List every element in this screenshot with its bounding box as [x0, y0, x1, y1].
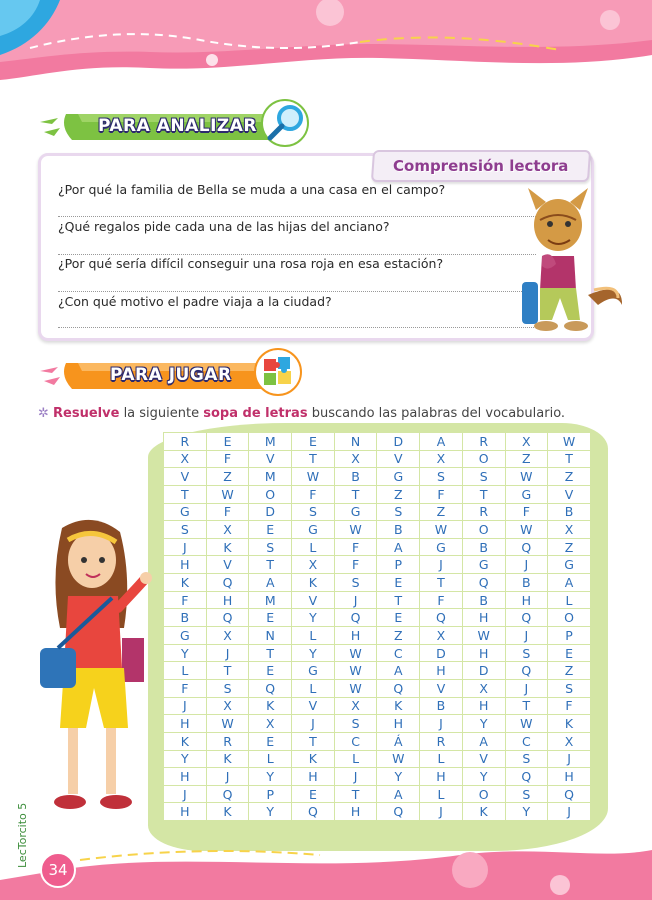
card-tag-label: Comprensión lectora [393, 157, 569, 175]
word-search-letter[interactable]: Á [377, 732, 420, 750]
word-search-letter[interactable]: V [462, 750, 505, 768]
word-search-letter[interactable]: L [292, 679, 335, 697]
word-search-letter[interactable]: L [420, 785, 463, 803]
word-search-letter[interactable]: Y [505, 803, 548, 821]
para-analizar-banner [38, 110, 308, 144]
word-search-letter[interactable]: H [164, 556, 207, 574]
word-search-letter[interactable]: T [164, 485, 207, 503]
word-search-letter[interactable]: A [548, 574, 591, 592]
word-search-letter[interactable]: J [334, 768, 377, 786]
word-search-letter[interactable]: W [292, 468, 335, 486]
word-search-letter[interactable]: F [206, 450, 249, 468]
word-search-letter[interactable]: E [377, 609, 420, 627]
word-search-letter[interactable]: V [420, 679, 463, 697]
word-search-letter[interactable]: V [206, 556, 249, 574]
word-search-letter[interactable]: Q [249, 679, 292, 697]
word-search-letter[interactable]: T [334, 485, 377, 503]
word-search-letter[interactable]: S [206, 679, 249, 697]
word-search-letter[interactable]: C [377, 644, 420, 662]
word-search-letter[interactable]: W [334, 644, 377, 662]
answer-line-3[interactable] [58, 291, 536, 292]
word-search-letter[interactable]: Z [206, 468, 249, 486]
word-search-letter[interactable]: L [292, 627, 335, 645]
magnifier-icon [260, 98, 310, 148]
word-search-letter[interactable]: G [334, 503, 377, 521]
word-search-letter[interactable]: Z [377, 627, 420, 645]
instruction-bold: sopa de letras [203, 406, 308, 421]
word-search-letter[interactable]: O [462, 450, 505, 468]
word-search-letter[interactable]: W [462, 627, 505, 645]
word-search-letter[interactable]: A [377, 538, 420, 556]
word-search-letter[interactable]: X [548, 732, 591, 750]
word-search-letter[interactable]: X [548, 521, 591, 539]
word-search-letter[interactable]: J [420, 556, 463, 574]
word-search-row [164, 715, 591, 733]
instruction-end: buscando las palabras del vocabulario. [307, 406, 566, 421]
word-search-letter[interactable]: Q [505, 609, 548, 627]
word-search-letter[interactable]: Q [377, 803, 420, 821]
word-search-row [164, 574, 591, 592]
word-search-letter[interactable]: Y [249, 768, 292, 786]
puzzle-icon [253, 347, 303, 397]
word-search-letter[interactable]: O [249, 485, 292, 503]
word-search-letter[interactable]: H [462, 697, 505, 715]
word-search-letter[interactable]: S [505, 644, 548, 662]
instruction-verb: Resuelve [53, 406, 120, 421]
word-search-letter[interactable]: H [292, 768, 335, 786]
word-search-letter[interactable]: Q [462, 574, 505, 592]
word-search-letter[interactable]: W [206, 485, 249, 503]
word-search-letter[interactable]: E [249, 609, 292, 627]
footer-decoration [0, 830, 652, 900]
word-search-letter[interactable]: H [505, 591, 548, 609]
word-search-letter[interactable]: X [462, 679, 505, 697]
word-search-letter[interactable]: J [420, 803, 463, 821]
word-search-letter[interactable]: K [164, 574, 207, 592]
word-search-letter[interactable]: E [548, 644, 591, 662]
word-search-letter[interactable]: H [548, 768, 591, 786]
word-search-letter[interactable]: T [334, 785, 377, 803]
word-search-letter[interactable]: V [292, 697, 335, 715]
word-search-letter[interactable]: M [249, 591, 292, 609]
word-search-letter[interactable]: F [505, 503, 548, 521]
word-search-letter[interactable]: Y [377, 768, 420, 786]
word-search-letter[interactable]: S [249, 538, 292, 556]
word-search-letter[interactable]: L [548, 591, 591, 609]
word-search-letter[interactable]: T [292, 732, 335, 750]
word-search-letter[interactable]: T [292, 450, 335, 468]
word-search-letter[interactable]: O [462, 521, 505, 539]
gear-icon: ✲ [38, 406, 49, 421]
word-search-letter[interactable]: Y [164, 750, 207, 768]
word-search-grid [163, 432, 591, 821]
word-search-letter[interactable]: B [505, 574, 548, 592]
word-search-letter[interactable]: F [420, 485, 463, 503]
word-search-letter[interactable]: S [334, 715, 377, 733]
word-search-letter[interactable]: P [548, 627, 591, 645]
word-search-letter[interactable]: J [164, 697, 207, 715]
word-search-letter[interactable]: Q [206, 609, 249, 627]
word-search-row [164, 679, 591, 697]
word-search-row [164, 609, 591, 627]
word-search-letter[interactable]: S [164, 521, 207, 539]
word-search-letter[interactable]: Z [548, 538, 591, 556]
word-search-letter[interactable]: V [249, 450, 292, 468]
word-search-letter[interactable]: X [505, 433, 548, 451]
word-search-row [164, 785, 591, 803]
word-search-letter[interactable]: B [334, 468, 377, 486]
question-4: ¿Con qué motivo el padre viaja a la ciudad? [58, 294, 332, 309]
word-search-letter[interactable]: Q [377, 679, 420, 697]
word-search-letter[interactable]: W [334, 521, 377, 539]
word-search-letter[interactable]: W [206, 715, 249, 733]
word-search-letter[interactable]: Q [548, 785, 591, 803]
word-search-letter[interactable]: H [334, 627, 377, 645]
word-search-letter[interactable]: K [377, 697, 420, 715]
word-search-row [164, 503, 591, 521]
word-search-letter[interactable]: T [505, 697, 548, 715]
word-search-letter[interactable]: B [164, 609, 207, 627]
word-search-letter[interactable]: F [206, 503, 249, 521]
word-search-letter[interactable]: X [206, 521, 249, 539]
word-search-letter[interactable]: Q [505, 768, 548, 786]
word-search-letter[interactable]: H [334, 803, 377, 821]
word-search-letter[interactable]: P [249, 785, 292, 803]
word-search-letter[interactable]: H [164, 768, 207, 786]
word-search-letter[interactable]: R [164, 433, 207, 451]
word-search-letter[interactable]: S [420, 468, 463, 486]
word-search-letter[interactable]: K [206, 538, 249, 556]
word-search-row [164, 750, 591, 768]
word-search-letter[interactable]: S [505, 785, 548, 803]
word-search-letter[interactable]: J [505, 679, 548, 697]
word-search-letter[interactable]: D [377, 433, 420, 451]
word-search-letter[interactable]: V [292, 591, 335, 609]
word-search-letter[interactable]: X [334, 450, 377, 468]
word-search-letter[interactable]: X [206, 697, 249, 715]
word-search-letter[interactable]: G [505, 485, 548, 503]
word-search-letter[interactable]: R [420, 732, 463, 750]
word-search-letter[interactable]: N [249, 627, 292, 645]
word-search-letter[interactable]: J [292, 715, 335, 733]
word-search-letter[interactable]: G [548, 556, 591, 574]
word-search-letter[interactable]: H [164, 803, 207, 821]
word-search-letter[interactable]: Z [377, 485, 420, 503]
word-search-letter[interactable]: K [548, 715, 591, 733]
word-search-letter[interactable]: F [334, 538, 377, 556]
word-search-letter[interactable]: J [334, 591, 377, 609]
word-search-letter[interactable]: A [377, 662, 420, 680]
instruction-mid: la siguiente [119, 406, 204, 421]
word-search-letter[interactable]: S [377, 503, 420, 521]
word-search-letter[interactable]: Q [334, 609, 377, 627]
word-search-letter[interactable]: J [206, 644, 249, 662]
word-search-letter[interactable]: E [292, 785, 335, 803]
word-search-letter[interactable]: F [334, 556, 377, 574]
word-search-letter[interactable]: A [462, 732, 505, 750]
word-search-letter[interactable]: V [377, 450, 420, 468]
word-search-letter[interactable]: K [206, 803, 249, 821]
word-search-letter[interactable]: L [334, 750, 377, 768]
word-search-letter[interactable]: J [164, 785, 207, 803]
para-analizar-title: PARA ANALIZAR [98, 116, 257, 136]
word-search-letter[interactable]: T [420, 574, 463, 592]
word-search-row [164, 468, 591, 486]
word-search-letter[interactable]: B [462, 591, 505, 609]
word-search-letter[interactable]: H [206, 591, 249, 609]
word-search-letter[interactable]: K [292, 750, 335, 768]
word-search-letter[interactable]: S [292, 503, 335, 521]
word-search-letter[interactable]: A [377, 785, 420, 803]
word-search-letter[interactable]: F [164, 679, 207, 697]
word-search-letter[interactable]: H [377, 715, 420, 733]
word-search-letter[interactable]: X [249, 715, 292, 733]
word-search-letter[interactable]: T [548, 450, 591, 468]
word-search-letter[interactable]: F [420, 591, 463, 609]
word-search-letter[interactable]: T [206, 662, 249, 680]
word-search-letter[interactable]: W [420, 521, 463, 539]
word-search-letter[interactable]: Z [548, 468, 591, 486]
question-3: ¿Por qué sería difícil conseguir una rosa roja en esa estación? [58, 256, 444, 271]
word-search-letter[interactable]: S [505, 750, 548, 768]
word-search-row [164, 644, 591, 662]
word-search-letter[interactable]: X [164, 450, 207, 468]
word-search-row [164, 768, 591, 786]
para-jugar-banner [38, 359, 308, 393]
word-search-letter[interactable]: F [292, 485, 335, 503]
word-search-row [164, 485, 591, 503]
word-search-letter[interactable]: L [249, 750, 292, 768]
word-search-letter[interactable]: T [249, 556, 292, 574]
word-search-row [164, 627, 591, 645]
word-search-letter[interactable]: Q [505, 538, 548, 556]
word-search-letter[interactable]: W [334, 662, 377, 680]
word-search-letter[interactable]: T [462, 485, 505, 503]
word-search-letter[interactable]: R [462, 503, 505, 521]
word-search-letter[interactable]: Z [505, 450, 548, 468]
word-search-letter[interactable]: J [505, 627, 548, 645]
word-search-letter[interactable]: W [505, 715, 548, 733]
header-decoration [0, 0, 652, 95]
word-search-letter[interactable]: L [164, 662, 207, 680]
word-search-letter[interactable]: R [206, 732, 249, 750]
word-search-letter[interactable]: H [420, 662, 463, 680]
word-search-letter[interactable]: Z [548, 662, 591, 680]
word-search-row [164, 803, 591, 821]
word-search-row [164, 591, 591, 609]
word-search-instruction [38, 406, 565, 421]
word-search-letter[interactable]: Z [420, 503, 463, 521]
word-search-letter[interactable]: W [548, 433, 591, 451]
word-search-row [164, 450, 591, 468]
word-search-letter[interactable]: Y [462, 715, 505, 733]
word-search-letter[interactable]: J [548, 750, 591, 768]
word-search-letter[interactable]: F [164, 591, 207, 609]
word-search-letter[interactable]: H [164, 715, 207, 733]
word-search-letter[interactable]: G [420, 538, 463, 556]
word-search-letter[interactable]: L [292, 538, 335, 556]
word-search-letter[interactable]: G [292, 662, 335, 680]
word-search-letter[interactable]: G [377, 468, 420, 486]
comprension-lectora-tag [371, 150, 591, 182]
word-search-row [164, 538, 591, 556]
word-search-letter[interactable]: D [249, 503, 292, 521]
word-search-letter[interactable]: E [249, 521, 292, 539]
word-search-letter[interactable]: Q [420, 609, 463, 627]
word-search-letter[interactable]: T [377, 591, 420, 609]
word-search-letter[interactable]: X [420, 627, 463, 645]
word-search-letter[interactable]: V [548, 485, 591, 503]
word-search-letter[interactable]: C [334, 732, 377, 750]
word-search-letter[interactable]: G [462, 556, 505, 574]
answer-line-2[interactable] [58, 254, 536, 255]
word-search-letter[interactable]: W [377, 750, 420, 768]
word-search-letter[interactable]: N [334, 433, 377, 451]
word-search-letter[interactable]: B [548, 503, 591, 521]
girl-character-illustration [32, 518, 162, 818]
word-search-letter[interactable]: R [462, 433, 505, 451]
word-search-letter[interactable]: A [420, 433, 463, 451]
page-number: 34 [40, 852, 76, 888]
question-2: ¿Qué regalos pide cada una de las hijas del anciano? [58, 219, 390, 234]
word-search-letter[interactable]: B [420, 697, 463, 715]
word-search-row [164, 433, 591, 451]
word-search-letter[interactable]: Q [206, 574, 249, 592]
word-search-letter[interactable]: L [420, 750, 463, 768]
word-search-letter[interactable]: Q [505, 662, 548, 680]
beast-character-illustration [518, 180, 628, 340]
para-jugar-title: PARA JUGAR [110, 365, 232, 385]
word-search-letter[interactable]: S [462, 468, 505, 486]
word-search-letter[interactable]: K [206, 750, 249, 768]
word-search-letter[interactable]: E [249, 662, 292, 680]
word-search-letter[interactable]: G [292, 521, 335, 539]
brand-label: LecTorcito 5 [16, 802, 29, 868]
word-search-letter[interactable]: Y [292, 609, 335, 627]
word-search-letter[interactable]: S [334, 574, 377, 592]
word-search-letter[interactable]: M [249, 468, 292, 486]
word-search-letter[interactable]: Y [249, 803, 292, 821]
word-search-row [164, 697, 591, 715]
word-search-letter[interactable]: E [377, 574, 420, 592]
word-search-letter[interactable]: E [292, 433, 335, 451]
word-search-letter[interactable]: K [249, 697, 292, 715]
word-search-letter[interactable]: D [462, 662, 505, 680]
word-search-letter[interactable]: E [249, 732, 292, 750]
word-search-letter[interactable]: W [505, 521, 548, 539]
word-search-letter[interactable]: F [548, 697, 591, 715]
word-search-letter[interactable]: J [548, 803, 591, 821]
word-search-letter[interactable]: J [420, 715, 463, 733]
word-search-letter[interactable]: T [249, 644, 292, 662]
word-search-row [164, 556, 591, 574]
word-search-letter[interactable]: X [420, 450, 463, 468]
word-search-letter[interactable]: Y [462, 768, 505, 786]
word-search-letter[interactable]: A [249, 574, 292, 592]
word-search-letter[interactable]: W [505, 468, 548, 486]
word-search-letter[interactable]: S [548, 679, 591, 697]
word-search-letter[interactable]: J [206, 768, 249, 786]
word-search-letter[interactable]: G [164, 627, 207, 645]
word-search-letter[interactable]: K [462, 803, 505, 821]
word-search-letter[interactable]: Q [206, 785, 249, 803]
word-search-letter[interactable]: D [420, 644, 463, 662]
word-search-letter[interactable]: H [462, 644, 505, 662]
word-search-letter[interactable]: E [206, 433, 249, 451]
word-search-letter[interactable]: G [164, 503, 207, 521]
word-search-letter[interactable]: B [462, 538, 505, 556]
word-search-row [164, 521, 591, 539]
word-search-letter[interactable]: O [462, 785, 505, 803]
word-search-letter[interactable]: O [548, 609, 591, 627]
word-search-letter[interactable]: X [292, 556, 335, 574]
word-search-row [164, 732, 591, 750]
word-search-letter[interactable]: C [505, 732, 548, 750]
word-search-letter[interactable]: K [164, 732, 207, 750]
answer-line-4[interactable] [58, 327, 536, 328]
word-search-letter[interactable]: Y [164, 644, 207, 662]
word-search-letter[interactable]: V [164, 468, 207, 486]
word-search-letter[interactable]: P [377, 556, 420, 574]
word-search-letter[interactable]: J [505, 556, 548, 574]
word-search-letter[interactable]: Y [292, 644, 335, 662]
word-search-letter[interactable]: J [164, 538, 207, 556]
word-search-letter[interactable]: H [462, 609, 505, 627]
question-1: ¿Por qué la familia de Bella se muda a una casa en el campo? [58, 182, 446, 197]
word-search-letter[interactable]: W [334, 679, 377, 697]
word-search-row [164, 662, 591, 680]
word-search-letter[interactable]: Q [292, 803, 335, 821]
word-search-letter[interactable]: X [206, 627, 249, 645]
word-search-letter[interactable]: K [292, 574, 335, 592]
word-search-letter[interactable]: B [377, 521, 420, 539]
word-search-letter[interactable]: X [334, 697, 377, 715]
word-search-letter[interactable]: H [420, 768, 463, 786]
word-search-letter[interactable]: M [249, 433, 292, 451]
answer-line-1[interactable] [58, 216, 536, 217]
